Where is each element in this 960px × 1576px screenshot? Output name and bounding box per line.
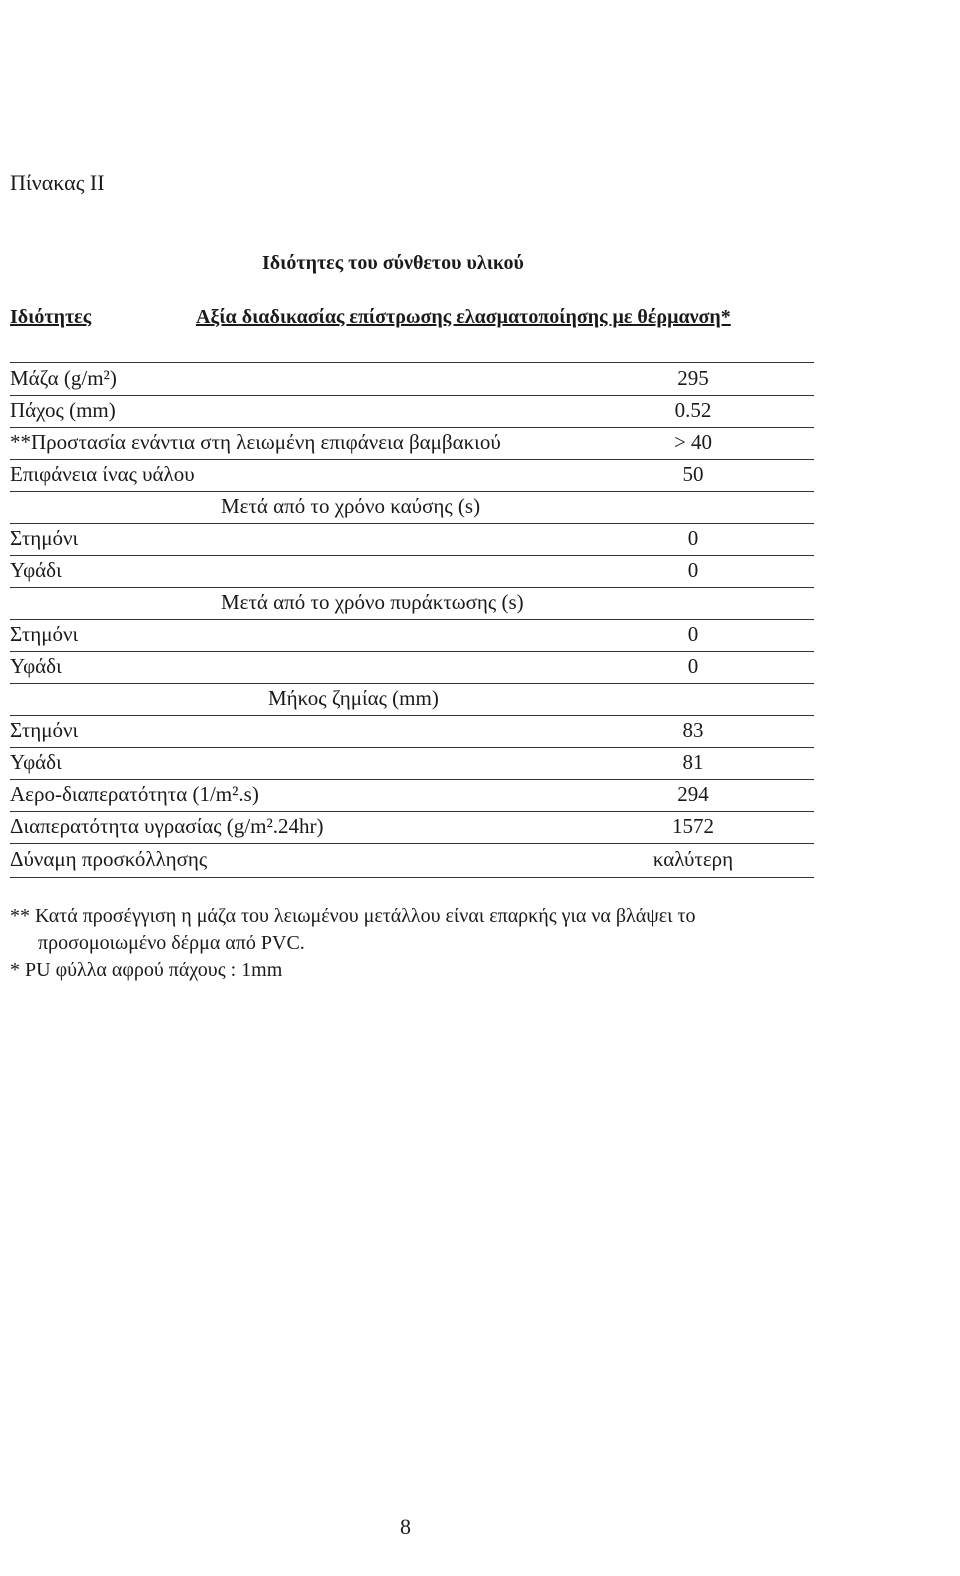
table-rule xyxy=(10,491,814,492)
row-label-mass: Μάζα (g/m²) xyxy=(10,366,117,390)
row-value-damage-warp: 83 xyxy=(682,718,704,742)
footnote-line: ** Κατά προσέγγιση η μάζα του λειωμένου μετάλλου είναι επαρκής για να βλάψει το xyxy=(10,905,696,927)
row-value-damage-weft: 81 xyxy=(682,750,704,774)
row-label-afterburn-warp: Στημόνι xyxy=(10,526,79,550)
header-properties: Ιδιότητες xyxy=(10,306,92,328)
row-value-afterburn-warp: 0 xyxy=(687,526,699,550)
row-value-protection: > 40 xyxy=(673,430,713,454)
row-value-adhesion: καλύτερη xyxy=(652,847,734,871)
row-label-damage-warp: Στημόνι xyxy=(10,718,79,742)
table-rule xyxy=(10,651,814,652)
row-value-afterglow-weft: 0 xyxy=(687,654,699,678)
row-label-damage-weft: Υφάδι xyxy=(10,750,62,774)
table-rule xyxy=(10,587,814,588)
subheading-afterburn: Μετά από το χρόνο καύσης (s) xyxy=(221,494,481,518)
row-value-mass: 295 xyxy=(677,366,709,390)
table-title: Ιδιότητες του σύνθετου υλικού xyxy=(262,252,524,274)
table-rule xyxy=(10,555,814,556)
table-label: Πίνακας II xyxy=(10,170,105,195)
table-rule xyxy=(10,619,814,620)
row-value-air-permeability: 294 xyxy=(677,782,709,806)
table-rule xyxy=(10,779,814,780)
table-rule xyxy=(10,523,814,524)
row-value-afterglow-warp: 0 xyxy=(687,622,699,646)
row-value-glass-fiber: 50 xyxy=(682,462,704,486)
footnote-line: * PU φύλλα αφρού πάχους : 1mm xyxy=(10,959,283,981)
row-label-thickness: Πάχος (mm) xyxy=(10,398,116,422)
table-rule xyxy=(10,843,814,844)
row-label-air-permeability: Αερο-διαπερατότητα (1/m².s) xyxy=(10,782,259,806)
row-label-afterglow-weft: Υφάδι xyxy=(10,654,62,678)
row-label-protection: **Προστασία ενάντια στη λειωμένη επιφάνεια βαμβακιού xyxy=(10,430,501,454)
page-number: 8 xyxy=(400,1514,411,1539)
table-rule xyxy=(10,747,814,748)
row-label-glass-fiber: Επιφάνεια ίνας υάλου xyxy=(10,462,195,486)
table-rule xyxy=(10,811,814,812)
table-rule xyxy=(10,459,814,460)
row-value-afterburn-weft: 0 xyxy=(687,558,699,582)
table-rule xyxy=(10,683,814,684)
table-rule xyxy=(10,877,814,878)
row-label-moisture-permeability: Διαπερατότητα υγρασίας (g/m².24hr) xyxy=(10,814,324,838)
subheading-damage-length: Μήκος ζημίας (mm) xyxy=(268,686,439,710)
table-rule xyxy=(10,395,814,396)
header-value: Αξία διαδικασίας επίστρωσης ελασματοποίησης με θέρμανση* xyxy=(196,306,731,328)
footnote-line: προσομοιωμένο δέρμα από PVC. xyxy=(38,932,305,954)
row-value-moisture-permeability: 1572 xyxy=(672,814,714,838)
row-value-thickness: 0.52 xyxy=(674,398,712,422)
table-rule xyxy=(10,715,814,716)
row-label-adhesion: Δύναμη προσκόλλησης xyxy=(10,847,208,871)
row-label-afterglow-warp: Στημόνι xyxy=(10,622,79,646)
row-label-afterburn-weft: Υφάδι xyxy=(10,558,62,582)
subheading-afterglow: Μετά από το χρόνο πυράκτωσης (s) xyxy=(221,590,524,614)
table-rule xyxy=(10,427,814,428)
table-rule xyxy=(10,362,814,363)
